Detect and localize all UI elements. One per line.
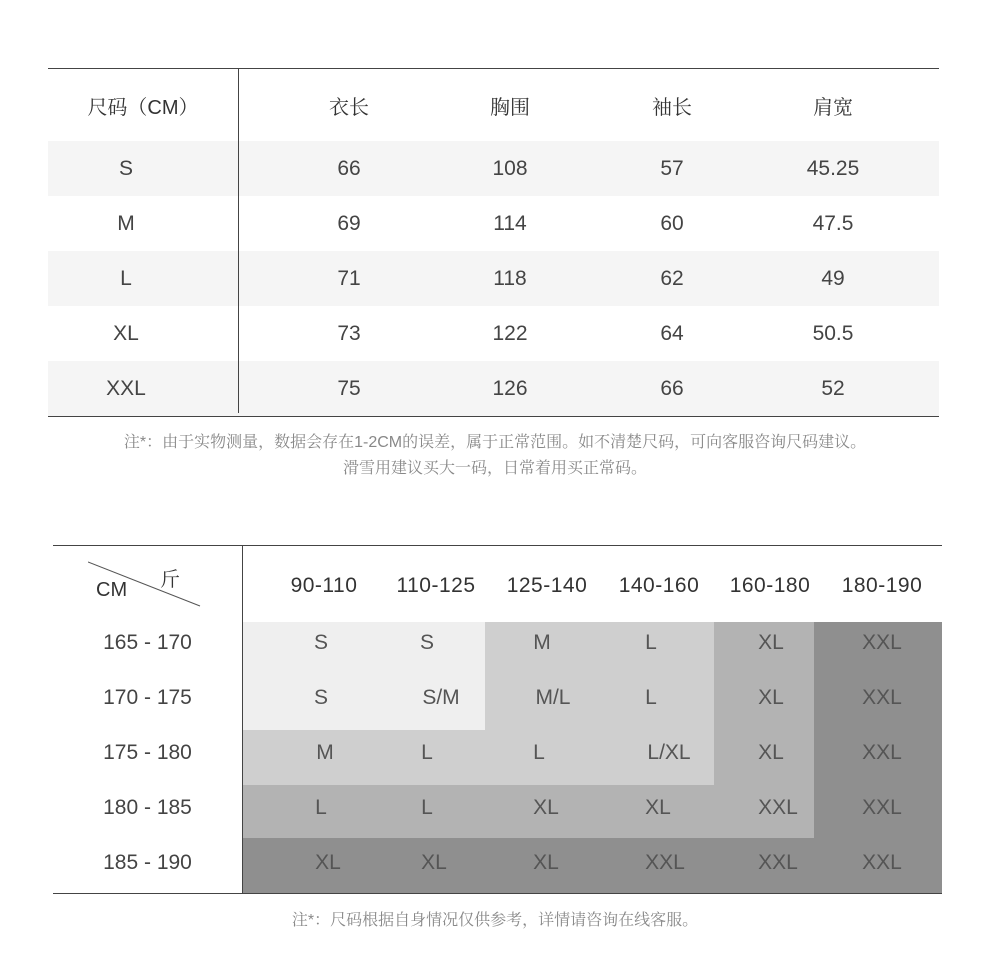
fit-size-cell: L [421, 796, 433, 819]
fit-size-cell: S [313, 686, 328, 709]
fit-size-cell: M/L [535, 686, 571, 709]
height-range-label: 185 - 190 [103, 851, 192, 874]
shoulder-cell: 49 [821, 266, 845, 290]
length-cell: 75 [337, 376, 361, 400]
height-range-label: 175 - 180 [103, 741, 192, 764]
table-row [48, 361, 939, 416]
chest-cell: 114 [493, 211, 527, 235]
table-row [48, 306, 939, 361]
sleeve-cell: 62 [660, 266, 684, 290]
fit-size-cell: L [315, 796, 327, 819]
fit-size-cell: XL [315, 851, 341, 874]
length-cell: 73 [337, 321, 361, 345]
size-cell: XL [113, 321, 139, 345]
height-range-label: 180 - 185 [103, 796, 192, 819]
fit-size-cell: M [533, 631, 551, 654]
chest-cell: 122 [492, 321, 528, 345]
size-cell: S [118, 156, 133, 180]
fit-size-cell: XL [421, 851, 447, 874]
sleeve-cell: 57 [660, 156, 684, 180]
sleeve-cell: 66 [660, 376, 684, 400]
header-chest: 胸围 [490, 96, 530, 119]
shoulder-cell: 50.5 [812, 321, 854, 345]
height-range-label: 170 - 175 [103, 686, 192, 709]
fit-size-cell: S [419, 631, 434, 654]
fit-size-cell: XXL [862, 686, 902, 709]
size-cell: XXL [106, 376, 146, 400]
fit-size-cell: L [645, 631, 657, 654]
fit-table-divider [242, 545, 243, 894]
fit-size-cell: XL [758, 631, 784, 654]
chest-cell: 108 [492, 156, 528, 180]
height-range-label: 165 - 170 [103, 631, 192, 654]
fit-size-cell: XL [758, 741, 784, 764]
table-row [48, 141, 939, 196]
sleeve-cell: 60 [660, 211, 684, 235]
weight-range-header: 160-180 [729, 574, 811, 597]
table-row [48, 196, 939, 251]
sleeve-cell: 64 [660, 321, 684, 345]
size-cell: L [120, 266, 132, 290]
header-length: 衣长 [329, 96, 369, 119]
shoulder-cell: 52 [821, 376, 845, 400]
fit-size-cell: M [316, 741, 334, 764]
header-sleeve: 袖长 [652, 96, 692, 119]
fit-size-cell: XL [758, 686, 784, 709]
fit-table-bottom-rule [53, 893, 942, 894]
fit-size-cell: XL [533, 851, 559, 874]
chest-cell: 118 [493, 266, 527, 290]
header-size: 尺码（CM） [87, 96, 199, 119]
length-cell: 66 [337, 156, 361, 180]
weight-range-header: 180-190 [841, 574, 923, 597]
fit-size-cell: L [645, 686, 657, 709]
size-cell: M [117, 211, 135, 235]
fit-size-cell: L [533, 741, 545, 764]
fit-size-cell: XL [533, 796, 559, 819]
header-shoulder: 肩宽 [813, 96, 853, 119]
shoulder-cell: 45.25 [806, 156, 860, 180]
fit-size-cell: XXL [862, 796, 902, 819]
fit-size-cell: S [313, 631, 328, 654]
measurement-note-line1: 注*：由于实物测量，数据会存在1-2CM的误差，属于正常范围。如不清楚尺码，可向客服咨询尺码建议。 [123, 434, 867, 451]
measurement-note [0, 430, 990, 482]
fit-size-cell: XXL [645, 851, 685, 874]
corner-height-label: CM [96, 579, 128, 601]
size-chart-table [48, 68, 939, 417]
fit-table-top-rule [53, 545, 942, 546]
weight-range-header: 90-110 [290, 574, 358, 597]
fit-size-cell: XXL [758, 796, 798, 819]
corner-weight-label: 斤 [160, 569, 180, 591]
table-row [48, 251, 939, 306]
table-divider [238, 68, 239, 413]
fit-size-cell: XXL [862, 631, 902, 654]
measurement-note-line2: 滑雪用建议买大一码，日常着用买正常码。 [342, 460, 647, 477]
chest-cell: 126 [492, 376, 528, 400]
weight-range-header: 140-160 [618, 574, 700, 597]
fit-size-cell: XL [645, 796, 671, 819]
length-cell: 71 [337, 266, 361, 290]
fit-size-cell: L [421, 741, 433, 764]
fit-size-cell: XXL [758, 851, 798, 874]
weight-range-header: 125-140 [506, 574, 588, 597]
weight-range-header: 110-125 [396, 574, 476, 597]
fit-size-cell: XXL [862, 851, 902, 874]
length-cell: 69 [337, 211, 361, 235]
fit-size-cell: XXL [862, 741, 902, 764]
fit-size-cell: S/M [422, 686, 460, 709]
fit-reference-note: 注*：尺码根据自身情况仅供参考，详情请咨询在线客服。 [291, 912, 699, 929]
shoulder-cell: 47.5 [812, 211, 854, 235]
fit-size-cell: L/XL [647, 741, 691, 764]
size-chart-header-row [48, 69, 939, 141]
